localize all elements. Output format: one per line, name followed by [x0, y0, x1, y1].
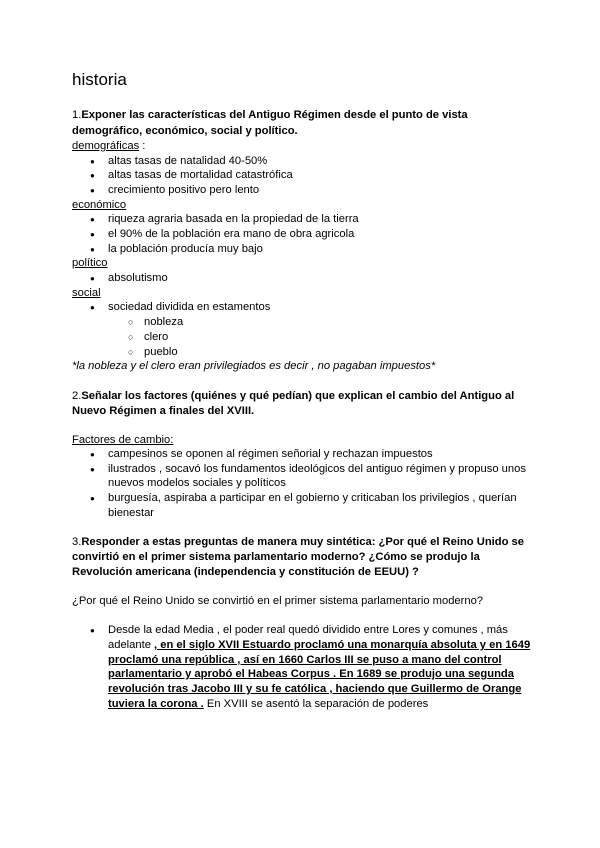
q1-heading-line1 [72, 108, 468, 123]
q3-heading-line1 [72, 535, 524, 550]
q1-heading-line2: demográfico, económico, social y político. [72, 125, 298, 137]
answer-plain-3: En XVIII se asentó la separación de poderes [203, 698, 429, 710]
q3-heading-line2: convirtió en el primer sistema parlamentario moderno? ¿Cómo se produjo la [72, 551, 480, 563]
answer-line-1: ● Desde la edad Media , el poder real quedó dividido entre Lores y comunes , más [108, 623, 508, 638]
economic-label: económico [72, 199, 127, 211]
answer-bold-4: revolución tras Jacobo III y su fe católica , haciendo que Guillermo de Orange [108, 683, 522, 695]
q2-heading-line1 [72, 389, 514, 404]
sub-list-item: ○ nobleza [144, 315, 183, 330]
q3-heading-line3: Revolución americana (independencia y constitución de EEUU) ? [72, 566, 419, 578]
answer-plain-2: adelante [108, 639, 155, 651]
list-item: ● la población producía muy bajo [108, 242, 263, 257]
list-item: ● sociedad dividida en estamentos [108, 300, 270, 315]
list-item: ● altas tasas de natalidad 40-50% [108, 154, 267, 169]
list-item: ● absolutismo [108, 271, 168, 286]
answer-line-6 [108, 697, 428, 712]
list-item-continuation: bienestar [108, 507, 155, 519]
answer-bold-1: , en el siglo XVII Estuardo proclamó una monarquía absoluta y en 1649 [154, 639, 531, 651]
q3-heading-text-1: Responder a estas preguntas de manera muy sintética: ¿Por qué el Reino Unido se [81, 536, 524, 548]
social-label: social [72, 287, 101, 299]
list-item: ● riqueza agraria basada en la propiedad de la tierra [108, 212, 359, 227]
q3-number: 3. [72, 536, 82, 548]
q2-heading-line2: Nuevo Régimen a finales del XVIII. [72, 405, 255, 417]
list-item: ● burguesía, aspiraba a participar en el gobierno y criticaban los privilegios , querían [108, 491, 517, 506]
answer-bold-2: proclamó una república , así en 1660 Carlos III se puso a mano del control [108, 654, 502, 666]
demographic-heading [72, 139, 145, 154]
answer-line-2 [108, 638, 530, 653]
demographic-label: demográficas [72, 140, 140, 152]
factors-label: Factores de cambio: [72, 434, 174, 446]
list-item: ● crecimiento positivo pero lento [108, 183, 259, 198]
sub-list-item: ○ clero [144, 330, 168, 345]
answer-bold-3: parlamentario y aprobó el Habeas Corpus . En 1689 se produjo una segunda [108, 668, 514, 680]
list-item: ● altas tasas de mortalidad catastrófica [108, 168, 293, 183]
list-item: ● ilustrados , socavó los fundamentos ideológicos del antiguo régimen y propuso unos [108, 462, 526, 477]
q1-heading-text-1: Exponer las características del Antiguo Régimen desde el punto de vista [81, 109, 468, 121]
list-item-continuation: nuevos modelos sociales y políticos [108, 477, 286, 489]
list-item: ● el 90% de la población era mano de obra agricola [108, 227, 354, 242]
demographic-colon: : [139, 140, 146, 152]
sub-list-item: ○ pueblo [144, 345, 178, 360]
q1-number: 1. [72, 109, 82, 121]
political-label: político [72, 257, 108, 269]
privilege-note: *la nobleza y el clero eran privilegiados es decir , no pagaban impuestos* [72, 360, 436, 372]
list-item: ● campesinos se oponen al régimen señorial y rechazan impuestos [108, 447, 433, 462]
q2-number: 2. [72, 390, 82, 402]
q2-heading-text-1: Señalar los factores (quiénes y qué pedían) que explican el cambio del Antiguo al [81, 390, 515, 402]
document-title: historia [72, 70, 127, 89]
q3-question: ¿Por qué el Reino Unido se convirtió en el primer sistema parlamentario moderno? [72, 595, 484, 607]
answer-bold-5: tuviera la corona . [108, 698, 204, 710]
